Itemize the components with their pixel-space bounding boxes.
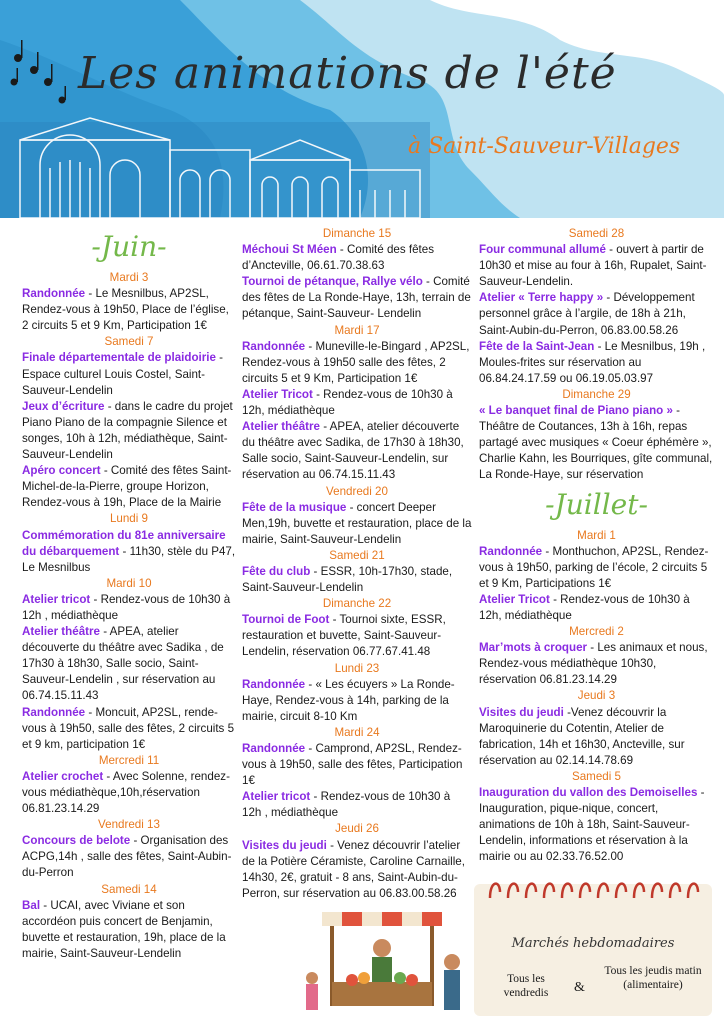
event-entry [242, 741, 472, 789]
event-name: Randonnée [22, 287, 86, 301]
day-heading: Samedi 21 [329, 548, 385, 562]
event-entry [22, 463, 236, 511]
page-subtitle: à Saint-Sauveur-Villages [408, 134, 681, 159]
event-entry [22, 592, 236, 624]
market-thursday: Tous les jeudis matin (alimentaire) [604, 965, 702, 991]
event-details: - 11h30, stèle du P47, Le Mesnilbus [22, 544, 236, 574]
column-june-2 [242, 226, 472, 902]
event-name: Visites du jeudi [242, 838, 327, 852]
day-heading: Samedi 5 [572, 769, 621, 783]
event-name: Visites du jeudi [479, 705, 564, 719]
market-title: Marchés hebdomadaires [511, 936, 675, 951]
event-name: Atelier théâtre [22, 625, 100, 639]
day-heading: Dimanche 15 [322, 227, 392, 240]
event-details: - Camprond, AP2SL, Rendez-vous à 19h50, salle des fêtes, Participation 1€ [242, 742, 463, 788]
event-details: - APEA, atelier découverte du théâtre avec Sadika, de 17h30 à 18h30, Salle socio, Saint-Sauveur-Lendelin, sur réservation au 06.74.15.11.43 [242, 420, 464, 482]
event-entry [22, 833, 236, 881]
event-entry [479, 290, 714, 338]
event-entry [479, 592, 714, 624]
event-name: Tournoi de Foot [242, 613, 330, 627]
event-details: - Espace culturel Louis Costel, Saint-Sauveur-Lendelin [22, 351, 224, 397]
event-details: - Rendez-vous de 10h30 à 12h , médiathèque [242, 790, 451, 820]
day-heading: Dimanche 22 [322, 597, 392, 611]
event-details: - Les animaux et nous, Rendez-vous médiathèque 10h30, réservation 06.81.23.14.29 [479, 641, 708, 687]
event-details: - Rendez-vous de 10h30 à 12h, médiathèque [242, 387, 453, 418]
day-heading: Lundi 23 [334, 661, 380, 675]
event-details: - APEA, atelier découverte du théâtre avec Sadika , de 17h30 à 18h30, Salle socio, Saint-Sauveur-Lendelin , sur réservation au 06.74.15.11.43 [22, 625, 224, 703]
event-details: - Comité des fêtes de La Ronde-Haye, 13h, terrain de pétanque, Saint-Sauveur- Lendelin [242, 275, 471, 321]
event-name: Atelier crochet [22, 769, 104, 783]
day-heading: Mardi 24 [334, 725, 380, 739]
event-entry [242, 612, 472, 660]
event-entry [479, 242, 714, 290]
event-entry [242, 677, 472, 725]
day-heading: Vendredi 13 [98, 818, 160, 832]
event-name: Atelier Tricot [479, 592, 550, 606]
event-entry [479, 785, 714, 865]
day-heading: Mardi 3 [109, 271, 149, 284]
event-details: - « Les écuyers » La Ronde-Haye, Rendez-vous à 14h, parking de la mairie, circuit 8-10 Km [242, 677, 455, 723]
day-heading: Jeudi 3 [577, 689, 616, 703]
day-heading: Mardi 17 [334, 323, 380, 337]
banner-illustration [0, 0, 724, 218]
event-entry [479, 403, 714, 483]
event-details: - Théâtre de Coutances, 13h à 16h, repas partagé avec musiques « Coeur éphémère », Charlie Kahn, les Bourriques, gîte communal, La Ronde-Haye, sur réservation [479, 404, 713, 482]
market-panel [474, 884, 712, 1016]
event-entry [22, 399, 236, 463]
day-heading: Samedi 28 [568, 227, 625, 240]
event-entry [242, 274, 472, 322]
day-heading: Mardi 1 [577, 528, 616, 542]
day-heading: Lundi 9 [109, 512, 149, 526]
event-name: Fête de la musique [242, 500, 347, 514]
event-name: Atelier tricot [22, 592, 91, 606]
event-name: Concours de belote [22, 834, 131, 848]
event-details: - Tournoi sixte, ESSR, restauration et buvette, Saint-Sauveur-Lendelin, réservation 06.77.67.41.48 [242, 613, 446, 659]
event-name: Méchoui St Méen [242, 243, 337, 257]
event-name: Finale départementale de plaidoirie [22, 351, 216, 365]
event-details: - concert Deeper Men,19h, buvette et restauration, place de la mairie, Saint-Sauveur-Lendelin [242, 500, 472, 546]
event-entry [242, 419, 472, 483]
event-entry [479, 339, 714, 387]
event-entry [22, 624, 236, 704]
event-details: - ESSR, 10h-17h30, stade, Saint-Sauveur-Lendelin [242, 564, 453, 595]
day-heading: Samedi 14 [101, 882, 157, 896]
event-entry [242, 242, 472, 274]
event-entry [22, 769, 236, 817]
page-title: Les animations de l'été [78, 48, 617, 99]
event-details: - Comité des fêtes d’Ancteville, 06.61.70.38.63 [242, 243, 434, 273]
event-details: - Rendez-vous de 10h30 à 12h, médiathèque [479, 592, 690, 622]
day-heading: Vendredi 20 [326, 484, 388, 498]
event-details: - Venez découvrir l’atelier de la Potière Céramiste, Caroline Carnaille, 14h30, 2€, gratuit - 8 ans, Saint-Aubin-du-Perron, sur réservation au 06.83.00.58.26 [242, 838, 465, 900]
event-details: - Organisation des ACPG,14h , salle des fêtes, Saint-Aubin-du-Perron [22, 834, 232, 880]
event-details: - Comité des fêtes Saint-Michel-de-la-Pierre, groupe Horizon, Rendez-vous à 19h, Place de la Mairie [22, 464, 232, 510]
event-entry [242, 339, 472, 387]
column-june-july [479, 226, 714, 865]
market-friday: Tous les vendredis [503, 973, 549, 999]
event-name: Randonnée [242, 339, 306, 353]
event-name: Mar’mots à croquer [479, 641, 588, 655]
event-entry [22, 528, 236, 576]
event-name: Four communal allumé [479, 243, 606, 257]
event-entry [22, 350, 236, 398]
market-stall-illustration [302, 882, 472, 1022]
event-details: - Rendez-vous de 10h30 à 12h , médiathèque [22, 592, 231, 622]
event-name: Fête de la Saint-Jean [479, 339, 595, 353]
event-name: Apéro concert [22, 464, 101, 478]
event-name: Jeux d’écriture [22, 399, 105, 413]
month-heading-june: -Juin- [91, 230, 167, 263]
event-name: Fête du club [242, 564, 311, 578]
event-entry [242, 387, 472, 419]
event-name: Inauguration du vallon des Demoiselles [479, 786, 698, 799]
event-details: - Le Mesnilbus, 19h , Moules-frites sur réservation au 06.84.24.17.59 ou 06.19.05.03.97 [479, 339, 706, 385]
spiral-binding-icon [482, 878, 708, 902]
event-name: Bal [22, 898, 41, 912]
day-heading: Mardi 10 [106, 576, 152, 590]
event-name: Atelier théâtre [242, 420, 320, 434]
event-details: - Moncuit, AP2SL, rende-vous à 19h50, salle des fêtes, 2 circuits 5 et 9 km, participation 1€ [22, 705, 235, 751]
event-name: Tournoi de pétanque, Rallye vélo [242, 275, 423, 289]
event-name: Atelier tricot [242, 790, 311, 804]
event-details: - dans le cadre du projet Piano Piano de la compagnie Silence et songes, 10h à 12h, médiathèque, Saint-Sauveur-Lendelin [22, 399, 233, 462]
day-heading: Dimanche 29 [562, 387, 631, 401]
event-name: Atelier Tricot [242, 387, 313, 401]
day-heading: Mercredi 2 [569, 625, 624, 639]
event-details: - Inauguration, pique-nique, concert, animations de 10h à 18h, Saint-Sauveur-Lendelin, informations et réservation à la mairie ou au 02.33.76.52.00 [479, 786, 705, 864]
event-name: Randonnée [242, 742, 306, 755]
event-details: - Développement personnel grâce à l’argile, de 18h à 21h, Saint-Aubin-du-Perron, 06.83.00.58.26 [479, 291, 695, 337]
column-june-1 [22, 226, 236, 962]
event-name: Randonnée [479, 544, 543, 558]
market-ampersand: & [574, 980, 585, 995]
event-details: -Venez découvrir la Maroquinerie du Cotentin, Atelier de fabrication, 14h et 16h30, Ancteville, sur réservation au 02.14.14.78.69 [479, 705, 685, 767]
event-details: - ouvert à partir de 10h30 et mise au four à 16h, Rupalet, Saint-Sauveur-Lendelin. [479, 243, 707, 289]
event-entry [479, 544, 714, 592]
day-heading: Mercredi 11 [98, 753, 160, 767]
event-name: Commémoration du 81e anniversaire du débarquement [22, 528, 226, 558]
month-heading-july: -Juillet- [545, 487, 648, 521]
event-name: Atelier « Terre happy » [479, 291, 604, 305]
event-name: Randonnée [242, 677, 306, 691]
event-details: - UCAI, avec Viviane et son accordéon puis concert de Benjamin, buvette et restauration, 19h, place de la mairie, Saint-Sauveur-Lendelin [22, 898, 226, 960]
header-banner [0, 0, 724, 218]
event-details: - Muneville-le-Bingard , AP2SL, Rendez-vous à 19h50 salle des fêtes, 2 circuits 5 et 9 Km, Participation 1€ [242, 339, 470, 385]
day-heading: Samedi 7 [104, 335, 154, 349]
market-hall-drawing [0, 118, 430, 218]
event-details: - Le Mesnilbus, AP2SL, Rendez-vous à 19h50, Place de l’église, 2 circuits 5 et 9 Km, Participation 1€ [22, 287, 229, 333]
event-name: Randonnée [22, 705, 86, 719]
event-entry [22, 898, 236, 962]
event-details: - Avec Solenne, rendez-vous médiathèque,10h,réservation 06.81.23.14.29 [22, 769, 230, 816]
event-entry [22, 286, 236, 334]
event-entry [479, 705, 714, 769]
event-name: « Le banquet final de Piano piano » [479, 404, 673, 418]
event-entry [22, 705, 236, 753]
day-heading: Jeudi 26 [335, 822, 379, 836]
event-entry [479, 640, 714, 688]
event-entry [242, 564, 472, 596]
event-details: - Monthuchon, AP2SL, Rendez-vous à 19h50, parking de l’école, 2 circuits 5 et 9 Km, Participations 1€ [479, 544, 709, 590]
event-entry [242, 500, 472, 548]
event-entry [242, 789, 472, 821]
